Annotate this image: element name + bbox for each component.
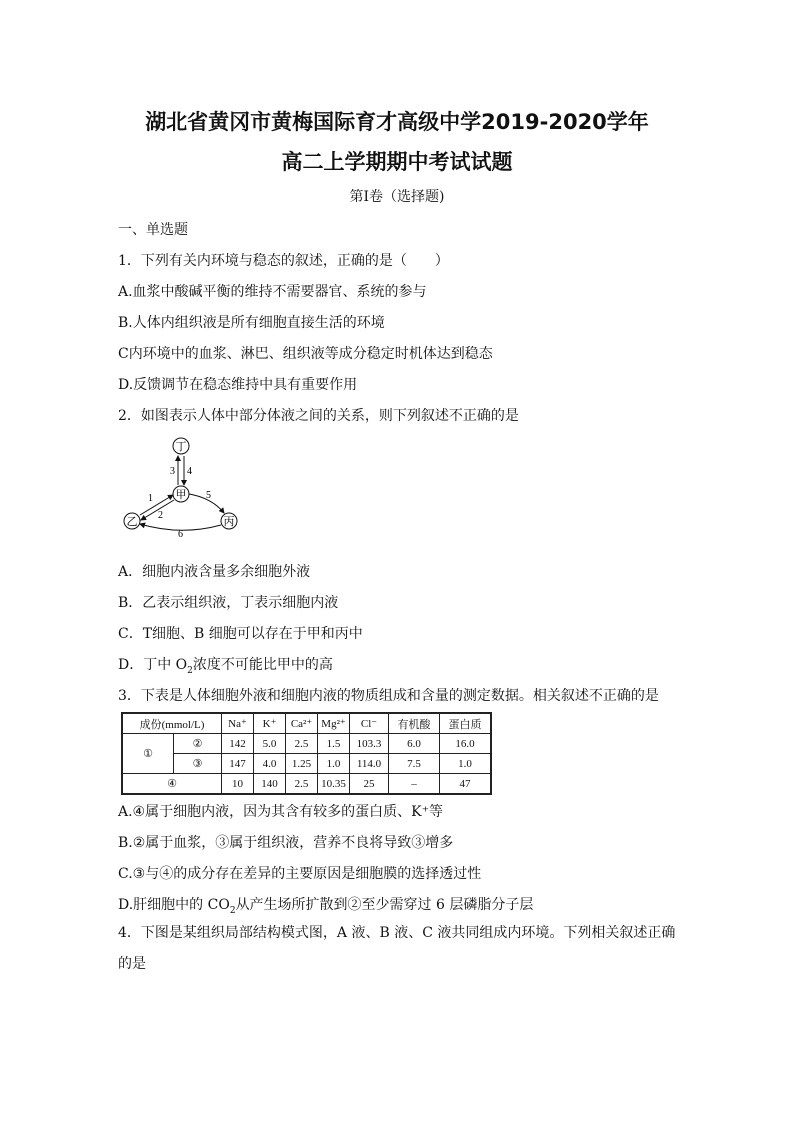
table-cell: 1.0 xyxy=(440,754,492,774)
table-row-label: ② xyxy=(174,734,222,754)
edge-label-6: 6 xyxy=(178,529,183,537)
table-cell: 25 xyxy=(350,774,389,795)
edge-label-4: 4 xyxy=(187,466,192,477)
table-cell: – xyxy=(389,774,440,795)
q2-option-b: B．乙表示组织液，丁表示细胞内液 xyxy=(118,595,339,611)
q3-option-d-pre: D.肝细胞中的 CO xyxy=(118,897,230,913)
q1-option-b: B.人体内组织液是所有细胞直接生活的环境 xyxy=(118,315,385,331)
part-heading: 一、单选题 xyxy=(118,222,188,238)
table-row xyxy=(122,754,491,774)
q3-option-d-sub: 2 xyxy=(229,905,236,916)
table-cell: 2.5 xyxy=(286,774,318,795)
q2-option-c: C．T细胞、B 细胞可以存在于甲和丙中 xyxy=(118,626,363,642)
table-cell: 1.5 xyxy=(318,734,350,754)
q3-stem: 3．下表是人体细胞外液和细胞内液的物质组成和含量的测定数据。相关叙述不正确的是 xyxy=(118,688,659,704)
table-cell: 147 xyxy=(222,754,254,774)
table-row-label: ③ xyxy=(174,754,222,774)
node-bing-label: 丙 xyxy=(223,516,235,528)
table-cell: 114.0 xyxy=(350,754,389,774)
q1-option-c: C内环境中的血浆、淋巴、组织液等成分稳定时机体达到稳态 xyxy=(118,346,493,362)
table-header-row xyxy=(122,713,491,734)
table-col-header: Mg²⁺ xyxy=(318,713,350,734)
q3-option-b: B.②属于血浆，③属于组织液，营养不良将导致③增多 xyxy=(118,835,454,851)
table-cell: 103.3 xyxy=(350,734,389,754)
q4-stem: 4．下图是某组织局部结构模式图，A 液、B 液、C 液共同组成内环境。下列相关叙述正确的是 xyxy=(118,925,676,972)
composition-table xyxy=(121,712,492,795)
edge-label-5: 5 xyxy=(206,490,211,501)
body-fluid-diagram xyxy=(112,432,247,537)
q2-option-d xyxy=(118,654,333,676)
q2-option-d-post: 浓度不可能比甲中的高 xyxy=(192,657,333,673)
node-jia-label: 甲 xyxy=(175,489,187,501)
q3-option-d-post: 从产生场所扩散到②至少需穿过 6 层磷脂分子层 xyxy=(235,897,534,913)
q2-option-a: A．细胞内液含量多余细胞外液 xyxy=(118,564,311,580)
table-cell: 10 xyxy=(222,774,254,795)
node-yi-label: 乙 xyxy=(126,516,138,528)
node-ding-label: 丁 xyxy=(175,441,187,453)
arrow-1 xyxy=(140,495,173,515)
edge-label-3: 3 xyxy=(170,466,175,477)
table-col-header: 蛋白质 xyxy=(440,713,492,734)
q1-stem: 1．下列有关内环境与稳态的叙述，正确的是（ ） xyxy=(118,253,449,269)
table-col-header: Cl⁻ xyxy=(350,713,389,734)
table-cell: 142 xyxy=(222,734,254,754)
table-cell: 2.5 xyxy=(286,734,318,754)
q2-option-d-pre: D．丁中 O xyxy=(118,657,188,673)
table-col-header: 有机酸 xyxy=(389,713,440,734)
table-group-label: ① xyxy=(122,734,174,774)
table-cell: 4.0 xyxy=(254,754,286,774)
table-row-label: ④ xyxy=(122,774,222,795)
table-col-header: Ca²⁺ xyxy=(286,713,318,734)
table-cell: 6.0 xyxy=(389,734,440,754)
section-heading: 第I卷（选择题) xyxy=(349,189,445,205)
table-header-label: 成份(mmol/L) xyxy=(122,713,222,734)
table-cell: 10.35 xyxy=(318,774,350,795)
q3-option-d xyxy=(118,894,533,916)
table-col-header: K⁺ xyxy=(254,713,286,734)
table-cell: 5.0 xyxy=(254,734,286,754)
title-line-2: 高二上学期期中考试试题 xyxy=(281,150,513,174)
q2-option-d-sub: 2 xyxy=(187,665,193,676)
table-cell: 140 xyxy=(254,774,286,795)
edge-label-2: 2 xyxy=(158,510,163,521)
table-cell: 7.5 xyxy=(389,754,440,774)
title-line-1: 湖北省黄冈市黄梅国际育才高级中学2019-2020学年 xyxy=(145,110,649,134)
q2-stem: 2．如图表示人体中部分体液之间的关系，则下列叙述不正确的是 xyxy=(118,408,519,424)
q1-option-a: A.血浆中酸碱平衡的维持不需要器官、系统的参与 xyxy=(118,284,427,300)
table-cell: 1.25 xyxy=(286,754,318,774)
table-cell: 47 xyxy=(440,774,492,795)
table-cell: 16.0 xyxy=(440,734,492,754)
table-row xyxy=(122,734,491,754)
q3-option-c: C.③与④的成分存在差异的主要原因是细胞膜的选择透过性 xyxy=(118,866,482,882)
table-row xyxy=(122,774,491,795)
q3-option-a: A.④属于细胞内液，因为其含有较多的蛋白质、K⁺等 xyxy=(118,804,443,820)
table-col-header: Na⁺ xyxy=(222,713,254,734)
edge-label-1: 1 xyxy=(148,493,153,504)
q1-option-d: D.反馈调节在稳态维持中具有重要作用 xyxy=(118,377,358,393)
table-cell: 1.0 xyxy=(318,754,350,774)
